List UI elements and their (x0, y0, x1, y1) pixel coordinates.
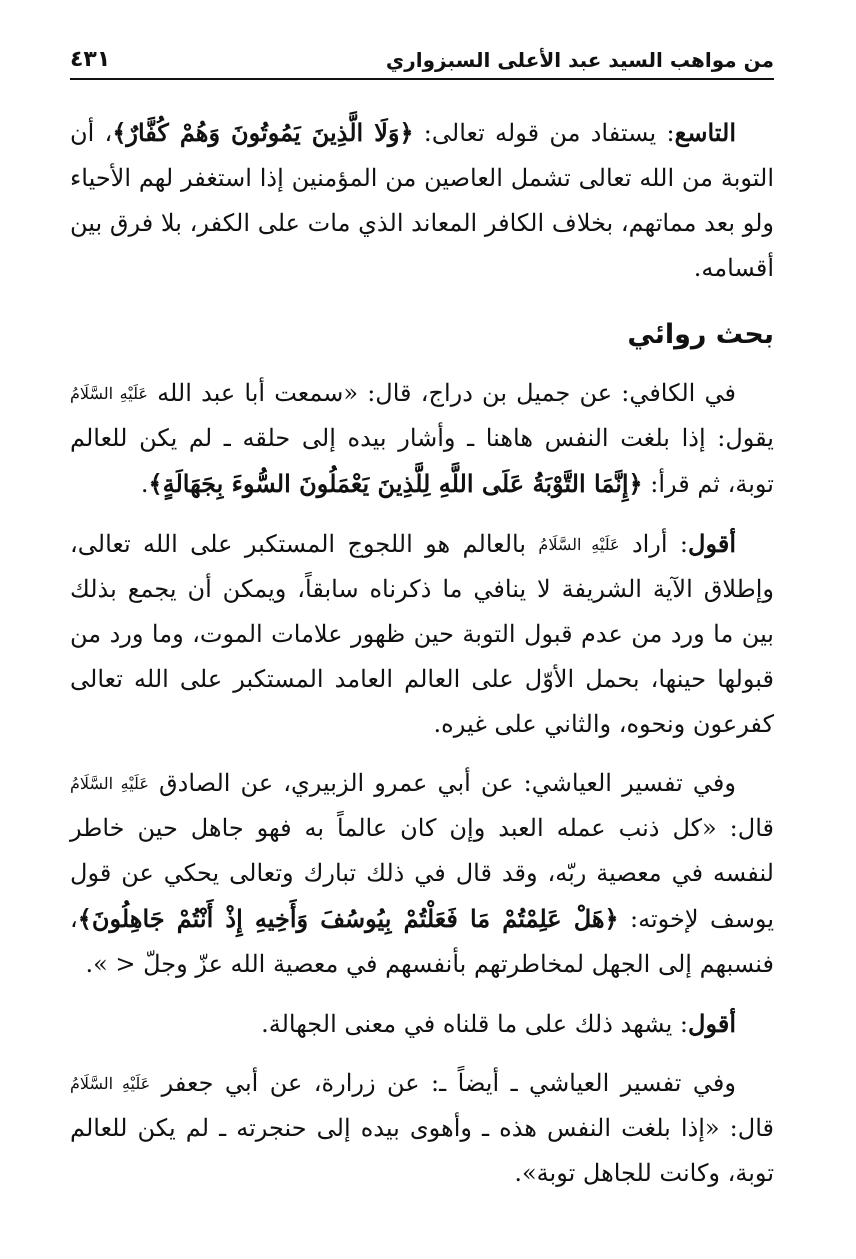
running-header (70, 28, 774, 80)
text-run: قال: «كل ذنب عمله العبد وإن كان عالماً به فهو جاهل حين خاطر لنفسه في معصية ربّه، وقد قال في ذلك تبارك وتعالى يحكي عن قول يوسف لإخوته: (70, 814, 775, 933)
text-run: وفي تفسير العياشي ـ أيضاً ـ: عن زرارة، عن أبي جعفر (150, 1069, 736, 1097)
quran-verse: ﴿وَلَا الَّذِينَ يَمُوتُونَ وَهُمْ كُفَّارٌ﴾ (112, 118, 414, 147)
text-run: : أراد (619, 530, 689, 558)
paragraph-ayyashi-2 (70, 1061, 774, 1196)
running-header-title: من مواهب السيد عبد الأعلى السبزواري (385, 48, 774, 72)
paragraph-aqul-2 (70, 1001, 774, 1047)
text-run: في الكافي: عن جميل بن دراج، قال: «سمعت أبا عبد الله (147, 379, 736, 407)
paragraph-lead-aqul: أقول (688, 1009, 736, 1038)
paragraph-lead-aqul: أقول (688, 529, 736, 558)
paragraph-ninth (70, 110, 774, 291)
page-number: ٤٣١ (70, 47, 111, 72)
text-run: وفي تفسير العياشي: عن أبي عمرو الزبيري، عن الصادق (148, 769, 736, 797)
page-content (70, 110, 774, 1196)
text-run: يقول: إذا بلغت النفس هاهنا ـ وأشار بيده إلى حلقه ـ لم يكن للعالم توبة، ثم قرأ: (70, 424, 774, 498)
honorific-mark: عَلَيْهِ السَّلَامُ (538, 535, 620, 554)
paragraph-aqul-1 (70, 521, 774, 747)
paragraph-ayyashi-1 (70, 761, 774, 987)
honorific-mark: عَلَيْهِ السَّلَامُ (70, 1074, 151, 1093)
honorific-mark: عَلَيْهِ السَّلَامُ (70, 774, 149, 793)
paragraph-lead-ninth: التاسع (674, 118, 736, 147)
honorific-mark: عَلَيْهِ السَّلَامُ (70, 384, 148, 403)
quran-verse: ﴿إِنَّمَا التَّوْبَةُ عَلَى اللَّهِ لِلَّذِينَ يَعْمَلُونَ السُّوءَ بِجَهَالَةٍ﴾ (148, 469, 643, 498)
text-run: : يستفاد من قوله تعالى: (413, 119, 675, 147)
quran-verse: ﴿هَلْ عَلِمْتُمْ مَا فَعَلْتُمْ بِيُوسُفَ وَأَخِيهِ إِذْ أَنْتُمْ جَاهِلُونَ﴾ (77, 904, 619, 933)
text-run: ، فنسبهم إلى الجهل لمخاطرتهم بأنفسهم في معصية الله عزّ وجلّ < ». (70, 905, 774, 978)
text-run: . (140, 470, 149, 498)
paragraph-kafi (70, 371, 774, 507)
text-run: : يشهد ذلك على ما قلناه في معنى الجهالة. (261, 1010, 689, 1038)
text-run: ، أن التوبة من الله تعالى تشمل العاصين من المؤمنين إذا استغفر لهم الأحياء ولو بعد مماتهم، بخلاف الكافر المعاند الذي مات على الكفر، بلا فرق بين أقسامه. (70, 119, 774, 282)
text-run: قال: «إذا بلغت النفس هذه ـ وأهوى بيده إلى حنجرته ـ لم يكن للعالم توبة، وكانت للجاهل توبة». (70, 1114, 774, 1187)
section-heading: بحث روائي (627, 319, 774, 350)
text-run: بالعالم هو اللجوج المستكبر على الله تعالى، وإطلاق الآية الشريفة لا ينافي ما ذكرناه سابقاً، ويمكن أن يجمع بذلك بين ما ورد من عدم قبول التوبة حين ظهور علامات الموت، وما ورد من قبولها حينها، بحمل الأوّل على العالم العامد المستكبر على الله تعالى كفرعون ونحوه، والثاني على غيره. (70, 530, 774, 738)
